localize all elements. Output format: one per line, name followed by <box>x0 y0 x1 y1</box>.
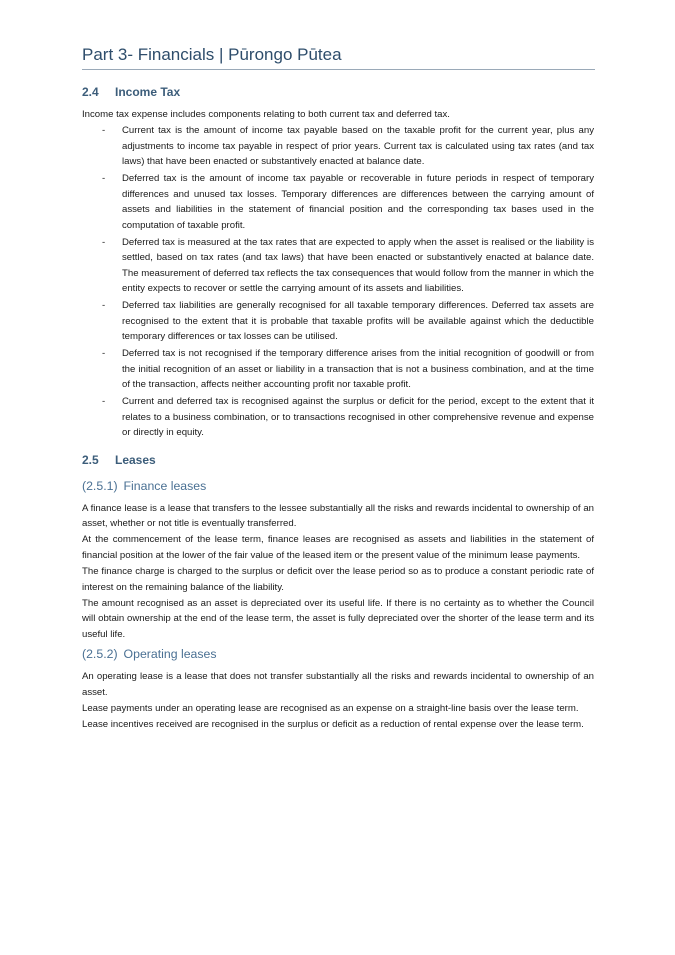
operating-lease-paragraph: Lease payments under an operating lease are recognised as an expense on a straight-line basis over the lease term. <box>82 702 579 714</box>
list-item: - Deferred tax is measured at the tax rates that are expected to apply when the asset is realised or the liability is settled, based on tax rates (and tax laws) that have been enacted or substantively enacted at balance date. The measurement of deferred tax reflects the tax consequences that would follow from the manner in which the entity expects to recover or settle the carrying amount of its assets and liabilities. <box>122 235 594 297</box>
section-title: Leases <box>115 452 156 467</box>
subsection-title: Finance leases <box>123 478 207 493</box>
finance-lease-paragraph: The amount recognised as an asset is depreciated over its useful life. If there is no certainty as to whether the Council will obtain ownership at the end of the lease term, the asset is fully depreciated over the shorter of the lease term and its useful life. <box>82 597 594 640</box>
list-item: - Deferred tax liabilities are generally recognised for all taxable temporary differences. Deferred tax assets are recognised to the extent that it is probable that taxable profits will be available against which the deductible temporary differences or tax losses can be utilised. <box>122 298 594 344</box>
operating-lease-paragraph: Lease incentives received are recognised in the surplus or deficit as a reduction of rental expense over the lease term. <box>82 719 584 731</box>
section-title: Income Tax <box>115 85 181 99</box>
finance-lease-paragraph: The finance charge is charged to the surplus or deficit over the lease period so as to produce a constant periodic rate of interest on the remaining balance of the liability. <box>82 566 594 593</box>
operating-lease-paragraph: An operating lease is a lease that does not transfer substantially all the risks and rewards incidental to ownership of an asset. <box>82 671 594 698</box>
header-divider <box>82 69 595 70</box>
list-item: - Current and deferred tax is recognised against the surplus or deficit for the period, except to the extent that it relates to a business combination, or to transactions recognised in other comprehensive revenue and expense or directly in equity. <box>122 394 594 440</box>
section-number: 2.5 <box>82 452 99 467</box>
subsection-heading-operating-leases <box>82 646 594 662</box>
list-item: - Current tax is the amount of income tax payable based on the taxable profit for the current year, plus any adjustments to income tax payable in respect of prior years. Current tax is calculated using tax rates (and tax laws) that have been enacted or substantively enacted at balance date. <box>122 123 594 169</box>
page-content <box>82 84 594 734</box>
finance-lease-paragraph: At the commencement of the lease term, finance leases are recognised as assets and liabilities in the statement of financial position at the lower of the fair value of the leased item or the present value of the minimum lease payments. <box>82 534 594 561</box>
section-number: 2.4 <box>82 85 99 99</box>
subsection-heading-finance-leases <box>82 478 594 494</box>
section-heading-income-tax <box>82 84 594 100</box>
subsection-number: (2.5.2) <box>82 647 118 662</box>
spacer <box>82 443 594 452</box>
subsection-number: (2.5.1) <box>82 478 118 493</box>
income-tax-intro: Income tax expense includes components relating to both current tax and deferred tax. <box>82 109 450 120</box>
income-tax-bullet-list <box>82 123 594 440</box>
list-item: - Deferred tax is the amount of income tax payable or recoverable in future periods in respect of temporary differences and unused tax losses. Temporary differences are differences between the carrying amount of assets and liabilities in the statement of financial position and the corresponding tax bases used in the computation of taxable profit. <box>122 171 594 233</box>
page-header-title: Part 3- Financials | Pūrongo Pūtea <box>82 45 342 64</box>
subsection-title: Operating leases <box>123 647 217 662</box>
section-heading-leases <box>82 452 594 468</box>
finance-lease-paragraph: A finance lease is a lease that transfers to the lessee substantially all the risks and rewards incidental to ownership of an asset, whether or not title is eventually transferred. <box>82 502 594 529</box>
list-item: - Deferred tax is not recognised if the temporary difference arises from the initial recognition of goodwill or from the initial recognition of an asset or liability in a transaction that is not a business combination, and at the time of the transaction, affects neither accounting profit nor taxable profit. <box>122 346 594 392</box>
